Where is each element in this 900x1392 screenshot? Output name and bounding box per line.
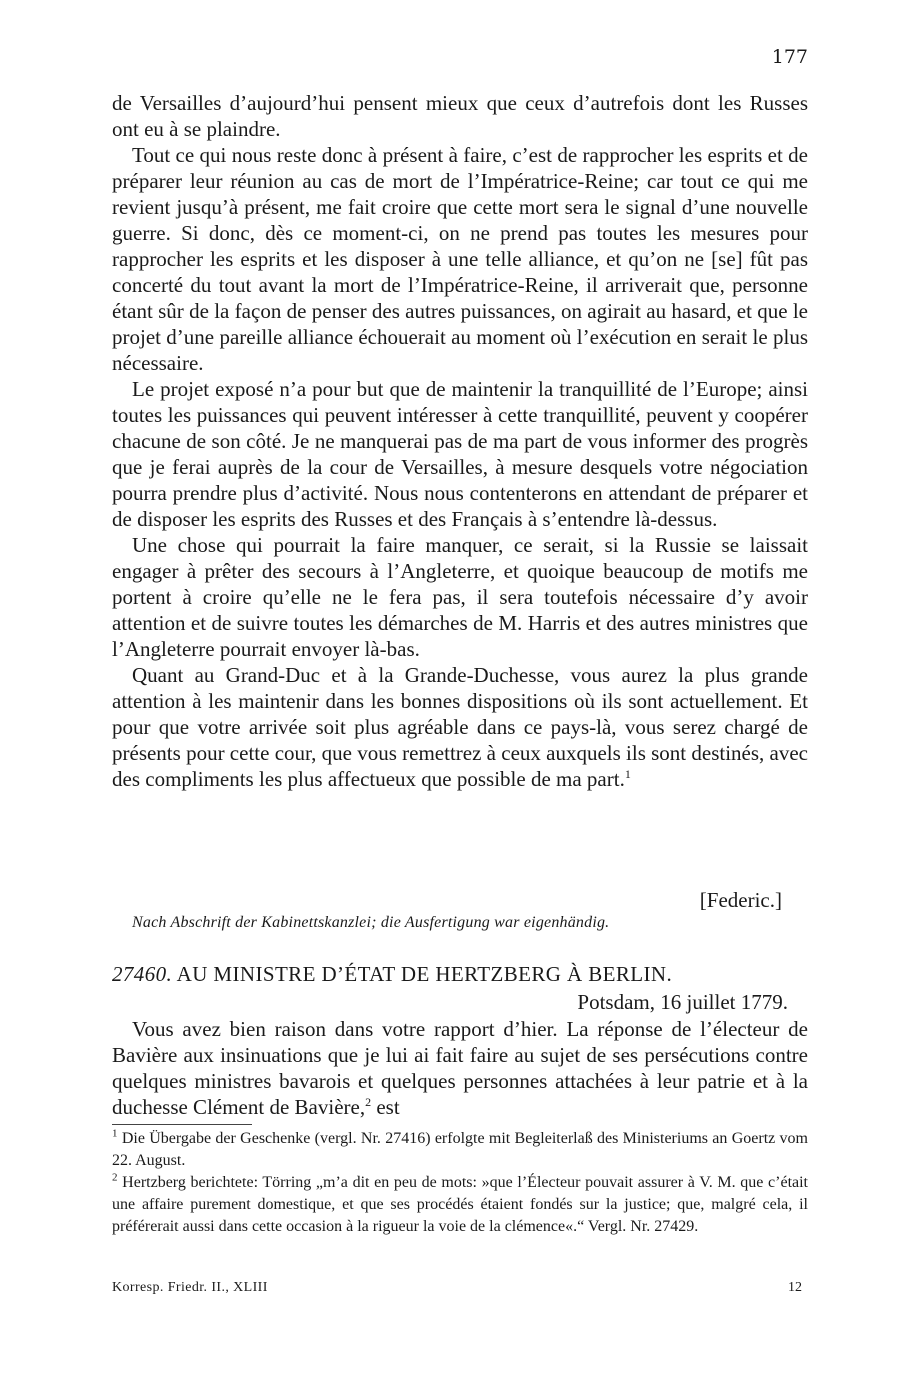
document-dateline: Potsdam, 16 juillet 1779.: [577, 990, 788, 1014]
footer-gathering-number: 12: [788, 1280, 802, 1295]
footnotes: [112, 1128, 808, 1238]
document-title: AU MINISTRE D’ÉTAT DE HERTZBERG À BERLIN.: [176, 962, 673, 986]
paragraph: [112, 662, 808, 792]
footnote-divider: [112, 1124, 252, 1125]
footnote: [112, 1172, 808, 1238]
paragraph: Une chose qui pourrait la faire manquer, ce serait, si la Russie se laissait engager à prêter des secours à l’Angleterre, et quoique beaucoup de motifs me portent à croire qu’elle ne le fera pas, il sera toutefois nécessaire d’y avoir attention et de suivre toutes les démarches de M. Harris et des autres ministres que l’Angleterre pourrait envoyer là-bas.: [112, 533, 808, 661]
footnote-mark: 1: [112, 1127, 118, 1140]
footnote-ref: 1: [624, 767, 631, 781]
footnote-text: Hertzberg berichtete: Törring „m’a dit en peu de mots: »que l’Électeur pouvait assurer à V. M. que c’était une affaire purement domestique, et que ses procédés étaient fondés sur la justice; que, malgré cela, il préférerait aussi dans cette occasion à la rigueur la voie de la clémence«.“ Vergl. Nr. 27429.: [112, 1174, 809, 1235]
footnote-text: Die Übergabe der Geschenke (vergl. Nr. 27416) erfolgte mit Begleiterlaß des Ministeriums an Goertz vom 22. August.: [112, 1130, 809, 1169]
paragraph: de Versailles d’aujourd’hui pensent mieux que ceux d’autrefois dont les Russes ont eu à se plaindre.: [112, 91, 808, 141]
letter-body: [112, 90, 808, 792]
paragraph-text-end: est: [371, 1095, 400, 1119]
footnote-ref: 2: [365, 1095, 372, 1109]
page-number: 177: [771, 46, 808, 68]
paragraph: Tout ce qui nous reste donc à présent à faire, c’est de rapprocher les esprits et de préparer leur réunion au cas de mort de l’Impératrice-Reine; car tout ce qui me revient jusqu’à présent, me fait croire que cette mort sera le signal d’une nouvelle guerre. Si donc, dès ce moment-ci, on ne prend pas toutes les mesures pour rapprocher les esprits et les disposer à une telle alliance, et qu’on ne [se] fût pas concerté du tout avant la mort de l’Impératrice-Reine, il arriverait que, personne étant sûr de la façon de penser des autres puissances, on agirait au hasard, et que le projet d’une pareille alliance échouerait au moment où l’exécution en serait le plus nécessaire.: [112, 143, 808, 375]
paragraph-text: Vous avez bien raison dans votre rapport d’hier. La réponse de l’électeur de Bavière aux insinuations que je lui ai fait faire au sujet de ses persécutions contre quelques ministres bavarois et quelques personnes attachées à leur patrie et à la duchesse Clément de Bavière,: [112, 1017, 808, 1119]
paragraph: Le projet exposé n’a pour but que de maintenir la tranquillité de l’Europe; ainsi toutes les puissances qui peuvent intéresser à cette tranquillité, peuvent y coopérer chacune de son côté. Je ne manquerai pas de ma part de vous informer des progrès que je ferai auprès de la cour de Versailles, à mesure desquels votre négociation pourra prendre plus d’activité. Nous nous contenterons en attendant de préparer et de disposer les esprits des Russes et des Français à s’entendre là-dessus.: [112, 377, 808, 531]
paragraph: [112, 1016, 808, 1120]
signature: [Federic.]: [699, 888, 782, 912]
footnote-mark: 2: [112, 1171, 118, 1184]
footnote: [112, 1128, 808, 1172]
footer-signature-mark: Korresp. Friedr. II., XLIII: [112, 1280, 268, 1295]
source-note: Nach Abschrift der Kabinettskanzlei; die Ausfertigung war eigenhändig.: [132, 914, 610, 931]
document-text: [112, 1016, 808, 1120]
document-heading: [112, 962, 808, 987]
paragraph-text: Quant au Grand-Duc et à la Grande-Duchesse, vous aurez la plus grande attention à les maintenir dans les bonnes dispositions où ils sont actuellement. Et pour que votre arrivée soit plus agréable dans ce pays-là, vous serez chargé de présents pour cette cour, que vous remettrez à ceux auxquels ils sont destinés, avec des compliments les plus affectueux que possible de ma part.: [112, 663, 809, 791]
document-number: 27460.: [112, 962, 173, 986]
